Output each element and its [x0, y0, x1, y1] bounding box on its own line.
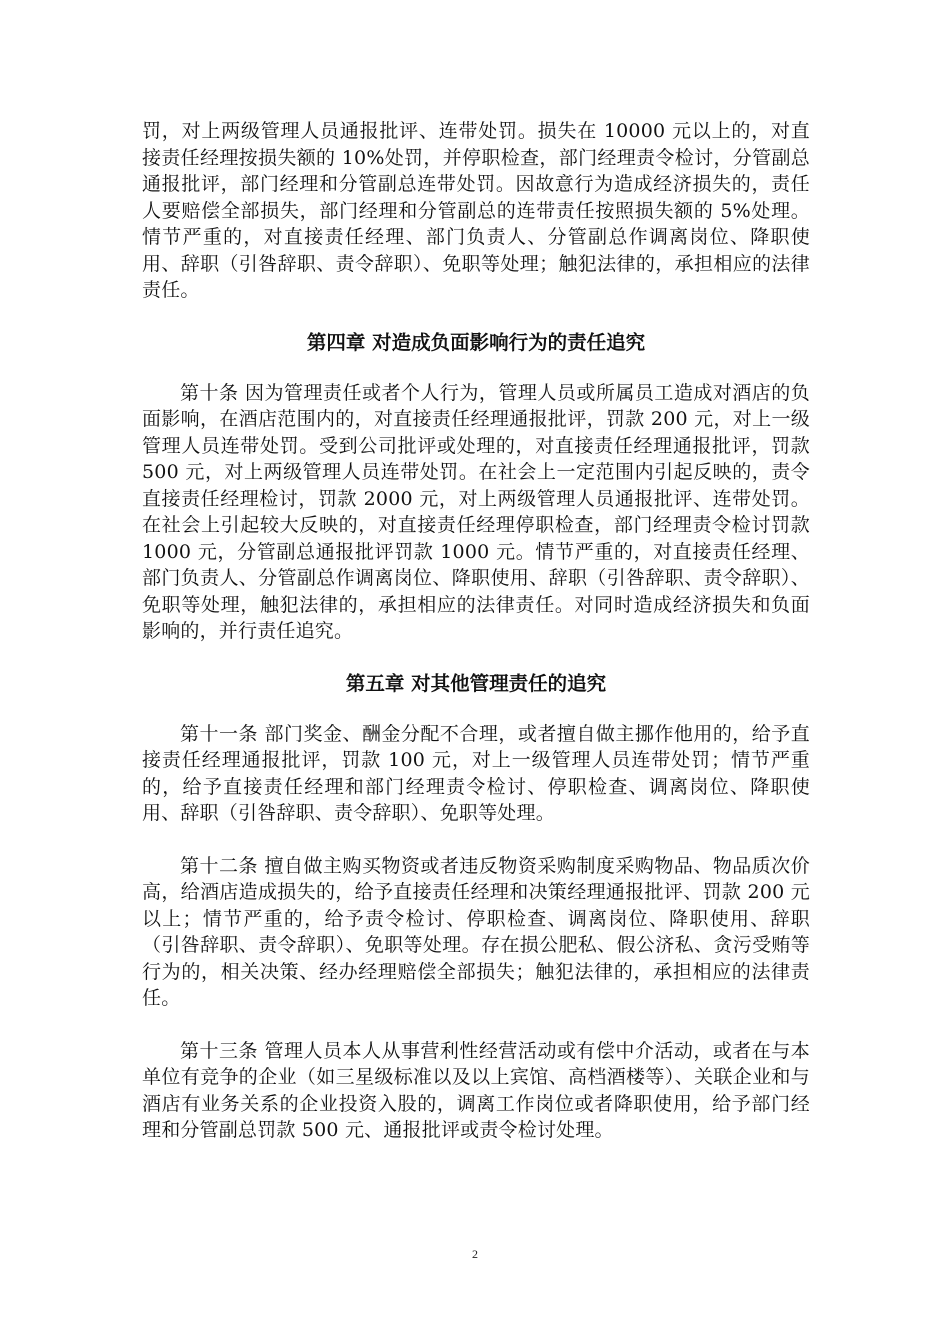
- chapter-four-heading: 第四章 对造成负面影响行为的责任追究: [306, 330, 646, 354]
- chapter-five-heading: 第五章 对其他管理责任的追究: [345, 671, 607, 695]
- article-thirteen: 第十三条 管理人员本人从事营利性经营活动或有偿中介活动，或者在与本单位有竞争的企业（如三星级标准以及以上宾馆、高档酒楼等）、关联企业和与酒店有业务关系的企业投资入股的，调离工作岗位或者降职使用，给予部门经理和分管副总罚款 500 元、通报批评或责令检讨处理。: [142, 1039, 810, 1141]
- spacer: [142, 1012, 810, 1038]
- article-eleven: 第十一条 部门奖金、酬金分配不合理，或者擅自做主挪作他用的，给予直接责任经理通报批评，罚款 100 元，对上一级管理人员连带处罚；情节严重的，给予直接责任经理和部门经理责令检讨、停职检查、调离岗位、降职使用、辞职（引咎辞职、责令辞职）、免职等处理。: [142, 722, 810, 824]
- article-twelve: 第十二条 擅自做主购买物资或者违反物资采购制度采购物品、物品质次价高，给酒店造成损失的，给予直接责任经理和决策经理通报批评、罚款 200 元以上；情节严重的，给予责令检讨、停职检查、调离岗位、降职使用、辞职（引咎辞职、责令辞职）、免职等处理。存在损公肥私、假公济私、贪污受贿等行为的，相关决策、经办经理赔偿全部损失；触犯法律的，承担相应的法律责任。: [142, 854, 810, 1009]
- paragraph-continued: 罚，对上两级管理人员通报批评、连带处罚。损失在 10000 元以上的，对直接责任经理按损失额的 10%处罚，并停职检查，部门经理责令检讨，分管副总通报批评，部门经理和分管副总连带处罚。因故意行为造成经济损失的，责任人要赔偿全部损失，部门经理和分管副总的连带责任按照损失额的 5%处理。情节严重的，对直接责任经理、部门负责人、分管副总作调离岗位、降职使用、辞职（引咎辞职、责令辞职）、免职等处理；触犯法律的，承担相应的法律责任。: [142, 120, 810, 301]
- spacer: [142, 356, 810, 380]
- document-body: [142, 118, 810, 1144]
- spacer: [142, 827, 810, 853]
- spacer: [142, 304, 810, 330]
- spacer: [142, 645, 810, 671]
- article-ten: 第十条 因为管理责任或者个人行为，管理人员或所属员工造成对酒店的负面影响，在酒店范围内的，对直接责任经理通报批评，罚款 200 元，对上一级管理人员连带处罚。受到公司批评或处理的，对直接责任经理通报批评，罚款 500 元，对上两级管理人员连带处罚。在社会上一定范围内引起反映的，责令直接责任经理检讨，罚款 2000 元，对上两级管理人员通报批评、连带处罚。在社会上引起较大反映的，对直接责任经理停职检查，部门经理责令检讨罚款 1000 元，分管副总通报批评罚款 1000 元。情节严重的，对直接责任经理、部门负责人、分管副总作调离岗位、降职使用、辞职（引咎辞职、责令辞职）、免职等处理，触犯法律的，承担相应的法律责任。对同时造成经济损失和负面影响的，并行责任追究。: [142, 381, 810, 642]
- spacer: [142, 697, 810, 721]
- page-number: 2: [472, 1247, 478, 1261]
